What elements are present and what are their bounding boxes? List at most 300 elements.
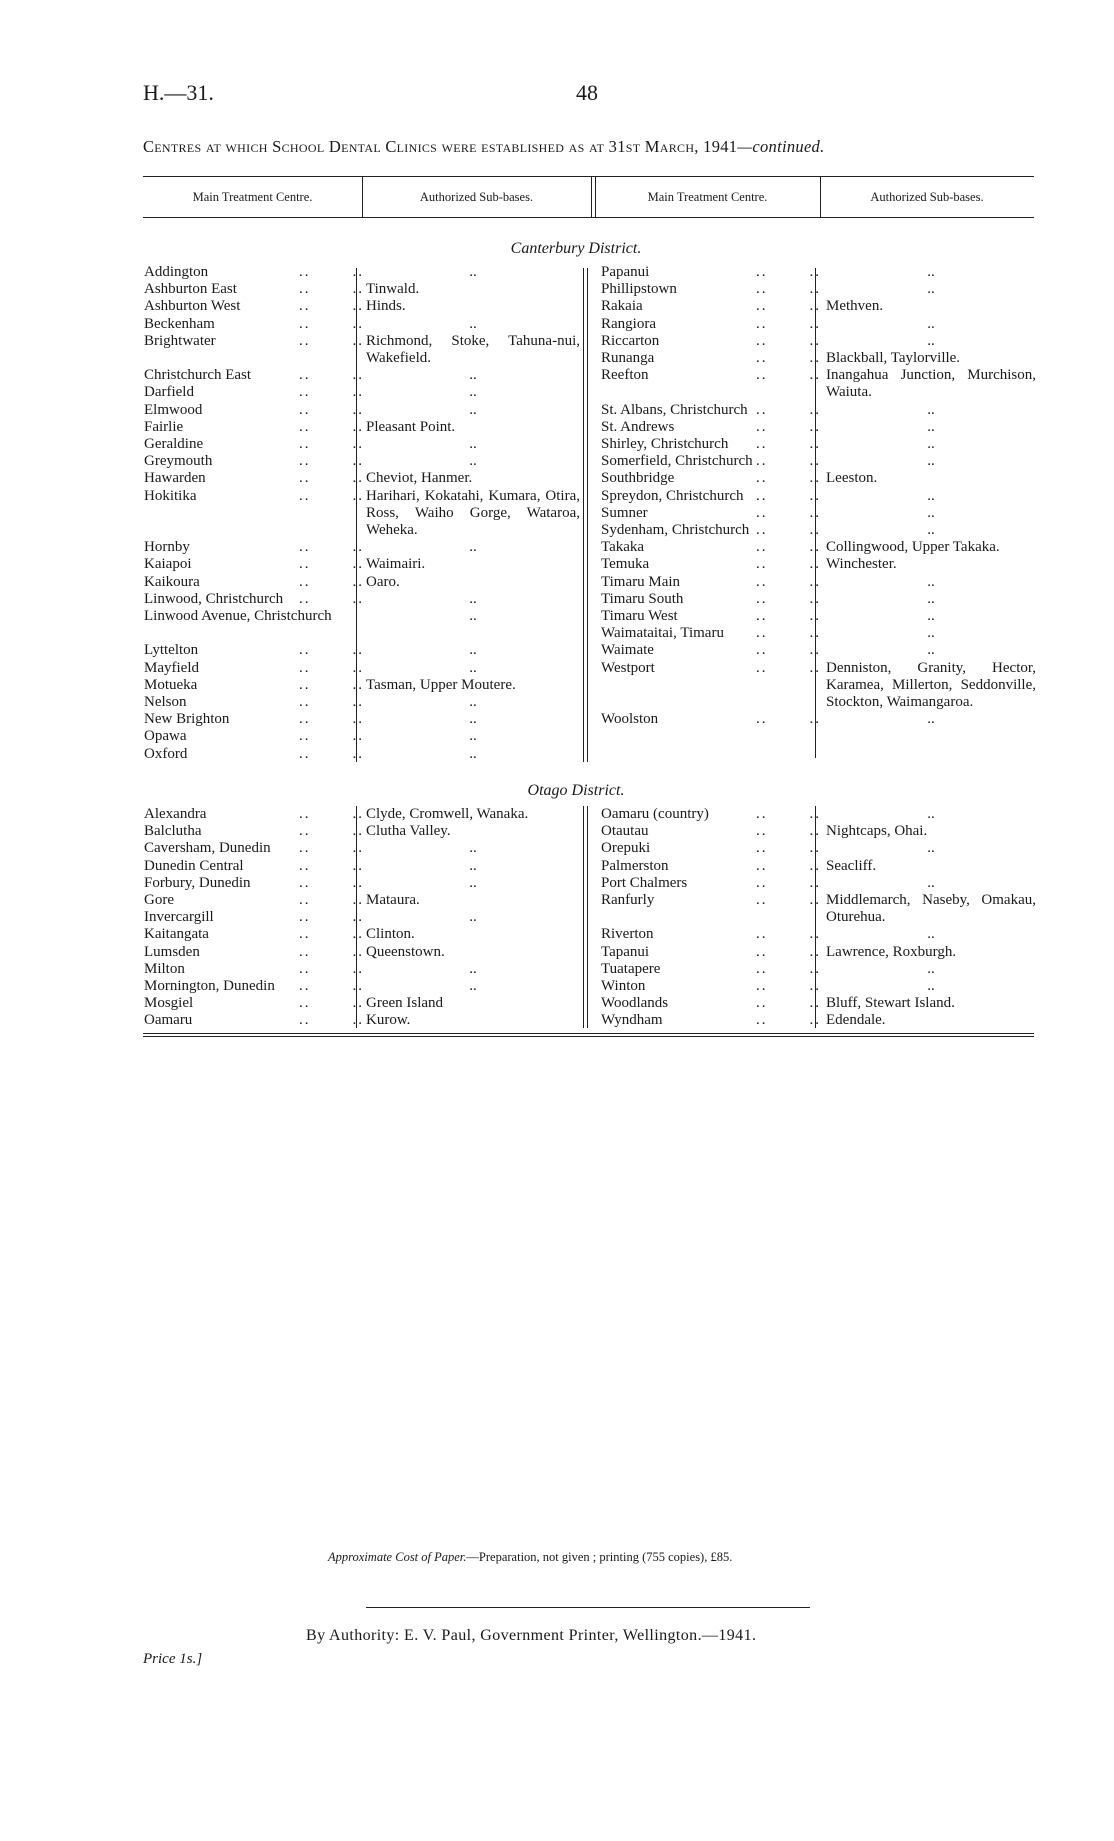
leader-dots: .. .. — [299, 874, 364, 891]
table-row-subbases: Lawrence, Roxburgh. — [826, 943, 957, 960]
page-title — [143, 137, 825, 157]
table-row-subbases: .. — [469, 694, 477, 710]
leader-dots: .. .. — [756, 642, 821, 659]
table-row-centre — [601, 402, 823, 419]
table-row-centre — [601, 961, 823, 978]
table-row-centre — [144, 961, 366, 978]
table-row-centre — [144, 333, 366, 350]
table-row-centre — [144, 608, 354, 642]
table-row-subbases: .. — [469, 978, 477, 994]
table-row-subbases: .. — [927, 315, 935, 332]
table-row-centre — [144, 944, 366, 961]
table-row-subbases: .. — [469, 608, 477, 624]
leader-dots: .. .. — [756, 350, 821, 366]
leader-dots: .. .. — [756, 332, 821, 349]
table-row-subbases: Clinton. — [366, 926, 415, 943]
centre-name: Wyndham — [601, 1012, 663, 1029]
leader-dots: .. .. — [756, 943, 821, 960]
table-row-subbases: Seacliff. — [826, 857, 877, 874]
leader-dots: .. .. — [756, 487, 821, 504]
centre-name: Fairlie — [144, 418, 184, 435]
leader-dots: .. .. — [299, 315, 364, 332]
leader-dots: .. .. — [756, 264, 821, 280]
leader-dots: .. .. — [299, 926, 364, 943]
table-row-centre — [601, 978, 823, 995]
centre-name: Nelson — [144, 694, 187, 710]
table-row-centre — [144, 660, 366, 677]
table-row-subbases: .. — [469, 539, 477, 556]
table-row-subbases: .. — [927, 625, 935, 642]
leader-dots: .. .. — [299, 676, 364, 693]
leader-dots: .. .. — [756, 823, 821, 840]
centre-name: Riverton — [601, 926, 654, 943]
table-row-subbases: .. — [469, 401, 477, 418]
leader-dots: .. .. — [299, 590, 364, 607]
leader-dots: .. .. — [299, 418, 364, 435]
table-row-subbases: Waimairi. — [366, 556, 426, 573]
centre-name: Ashburton East — [144, 281, 237, 298]
centre-name: Spreydon, Christchurch — [601, 487, 744, 504]
table-row-centre — [144, 909, 366, 926]
table-row-centre — [144, 419, 366, 436]
centre-name: Greymouth — [144, 453, 213, 470]
column-header-main-1: Main Treatment Centre. — [192, 190, 313, 204]
table-row-subbases: Clyde, Cromwell, Wanaka. — [366, 806, 529, 822]
table-row-subbases: Pleasant Point. — [366, 418, 456, 435]
table-row-subbases: Middlemarch, Naseby, Omakau, Oturehua. — [826, 892, 1036, 925]
cost-note — [328, 1550, 732, 1565]
table-row-centre — [144, 823, 366, 840]
table-row-centre — [144, 642, 366, 659]
table-row-subbases: .. — [469, 453, 477, 470]
leader-dots: .. .. — [756, 840, 821, 857]
price: Price 1s.] — [143, 1651, 203, 1667]
table-row-subbases: Tasman, Upper Moutere. — [366, 676, 516, 693]
table-row-subbases: .. — [927, 590, 935, 607]
centre-name: Balclutha — [144, 823, 202, 840]
table-row-subbases: Denniston, Granity, Hector, Karamea, Millerton, Seddonville, Stockton, Waimangaroa. — [826, 659, 1036, 710]
leader-dots: .. .. — [299, 711, 364, 728]
table-row-centre — [144, 453, 366, 470]
leader-dots: .. .. — [756, 315, 821, 332]
table-row-subbases: Collingwood, Upper Takaka. — [826, 539, 1000, 556]
centre-name: Reefton — [601, 367, 649, 384]
table-row-centre — [144, 728, 366, 745]
centre-name: Winton — [601, 978, 646, 994]
centre-name: Opawa — [144, 728, 187, 745]
table-row-subbases: .. — [927, 573, 935, 590]
centre-name: Otautau — [601, 823, 649, 840]
table-row-subbases: .. — [469, 659, 477, 676]
centre-name: Caversham, Dunedin — [144, 840, 271, 857]
table-row-centre — [601, 591, 823, 608]
canterbury-divider-2b — [587, 268, 588, 762]
header-divider-2 — [591, 176, 592, 217]
table-row-subbases: .. — [469, 909, 477, 926]
table-row-subbases: .. — [927, 608, 935, 624]
table-row-centre — [601, 823, 823, 840]
table-row-centre — [144, 574, 366, 591]
centre-name: Papanui — [601, 264, 650, 280]
leader-dots: .. .. — [299, 539, 364, 556]
leader-dots: .. .. — [756, 892, 821, 908]
table-row-subbases: .. — [927, 418, 935, 435]
centre-name: Port Chalmers — [601, 874, 688, 891]
table-row-subbases: .. — [927, 926, 935, 943]
centre-name: Timaru South — [601, 590, 684, 607]
leader-dots: .. .. — [756, 418, 821, 435]
leader-dots: .. .. — [756, 857, 821, 874]
table-row-subbases: .. — [927, 504, 935, 521]
leader-dots: .. .. — [756, 453, 821, 470]
centre-name: Geraldine — [144, 436, 204, 452]
table-row-centre — [601, 488, 823, 505]
centre-name: Westport — [601, 659, 655, 676]
centre-name: Gore — [144, 892, 174, 908]
title-main: Centres at which School Dental Clinics were established as at 31st March, 1941 — [143, 137, 738, 156]
table-row-subbases: Methven. — [826, 298, 884, 315]
table-row-centre — [601, 660, 823, 677]
authority-rule — [366, 1607, 810, 1608]
column-header-main-2: Main Treatment Centre. — [647, 190, 768, 204]
title-continued: —continued. — [737, 137, 825, 156]
table-row-subbases: Kurow. — [366, 1012, 411, 1029]
centre-name: Shirley, Christchurch — [601, 436, 729, 452]
table-row-centre — [601, 470, 823, 487]
table-row-centre — [601, 892, 823, 909]
leader-dots: .. .. — [299, 264, 364, 280]
leader-dots: .. .. — [299, 556, 364, 573]
centre-name: Palmerston — [601, 857, 669, 874]
leader-dots: .. .. — [299, 573, 364, 590]
table-row-subbases: .. — [469, 264, 477, 280]
leader-dots: .. .. — [756, 806, 821, 822]
leader-dots: .. .. — [756, 711, 821, 728]
centre-name: Woolston — [601, 711, 659, 728]
centre-name: Timaru Main — [601, 573, 681, 590]
table-row-centre — [601, 453, 823, 470]
leader-dots: .. .. — [299, 909, 364, 926]
table-row-centre — [601, 944, 823, 961]
centre-name: Linwood, Christchurch — [144, 590, 284, 607]
centre-name: Runanga — [601, 350, 655, 366]
table-row-centre — [601, 350, 823, 367]
table-row-subbases: Harihari, Kokatahi, Kumara, Otira, Ross, Waiho Gorge, Wataroa, Weheka. — [366, 487, 580, 538]
table-row-subbases: .. — [927, 806, 935, 822]
table-row-centre — [601, 436, 823, 453]
centre-name: Elmwood — [144, 401, 203, 418]
table-row-subbases: Nightcaps, Ohai. — [826, 823, 928, 840]
table-row-centre — [144, 806, 366, 823]
table-row-subbases: .. — [927, 711, 935, 728]
centre-name: Kaitangata — [144, 926, 209, 943]
table-row-subbases: .. — [927, 487, 935, 504]
table-row-subbases: Inangahua Junction, Murchison, Waiuta. — [826, 367, 1036, 401]
table-row-centre — [601, 333, 823, 350]
table-row-centre — [601, 556, 823, 573]
centre-name: Somerfield, Christchurch — [601, 453, 753, 470]
header-bottom-rule — [143, 217, 1034, 218]
leader-dots: .. .. — [756, 504, 821, 521]
column-header-sub-1: Authorized Sub-bases. — [419, 190, 534, 204]
leader-dots: .. .. — [299, 857, 364, 874]
leader-dots: .. .. — [299, 745, 364, 762]
centre-name: Addington — [144, 264, 209, 280]
table-row-centre — [144, 402, 366, 419]
table-row-subbases: Clutha Valley. — [366, 823, 451, 840]
table-row-centre — [144, 539, 366, 556]
table-bottom-rule-2 — [143, 1036, 1034, 1037]
leader-dots: .. .. — [299, 281, 364, 298]
leader-dots: .. .. — [756, 367, 821, 384]
table-row-centre — [601, 505, 823, 522]
centre-name: Darfield — [144, 384, 194, 401]
centre-name: Rangiora — [601, 315, 656, 332]
table-row-centre — [601, 625, 823, 642]
table-row-subbases: .. — [927, 281, 935, 298]
table-row-subbases: .. — [469, 840, 477, 857]
leader-dots: .. .. — [299, 823, 364, 840]
centre-name: Kaikoura — [144, 573, 200, 590]
leader-dots: .. .. — [756, 995, 821, 1012]
centre-name: Tuatapere — [601, 960, 661, 977]
table-row-centre — [144, 470, 366, 487]
table-row-subbases: .. — [927, 642, 935, 659]
table-row-subbases: .. — [469, 590, 477, 607]
leader-dots: .. .. — [756, 522, 821, 538]
leader-dots: .. .. — [299, 367, 364, 384]
centre-name: Phillipstown — [601, 281, 677, 298]
table-row-centre — [601, 522, 823, 539]
table-row-subbases: .. — [927, 401, 935, 418]
leader-dots: .. .. — [299, 659, 364, 676]
table-row-centre — [601, 642, 823, 659]
column-header-sub-2: Authorized Sub-bases. — [870, 190, 984, 204]
leader-dots: .. .. — [756, 1012, 821, 1029]
leader-dots: .. .. — [756, 625, 821, 642]
table-row-subbases: .. — [927, 960, 935, 977]
leader-dots: .. .. — [756, 401, 821, 418]
leader-dots: .. .. — [756, 539, 821, 556]
leader-dots: .. .. — [756, 874, 821, 891]
leader-dots: .. .. — [299, 453, 364, 470]
table-row-subbases: Winchester. — [826, 556, 897, 573]
centre-name: Invercargill — [144, 909, 214, 926]
table-row-subbases: Bluff, Stewart Island. — [826, 995, 955, 1012]
canterbury-heading: Canterbury District. — [510, 240, 642, 257]
otago-heading: Otago District. — [527, 782, 625, 799]
table-row-centre — [144, 892, 366, 909]
table-row-subbases: Green Island — [366, 995, 444, 1012]
table-row-centre — [144, 298, 366, 315]
centre-name: Tapanui — [601, 943, 650, 960]
leader-dots: .. .. — [756, 590, 821, 607]
table-row-centre — [601, 806, 823, 823]
centre-name: Hawarden — [144, 470, 206, 487]
leader-dots: .. .. — [756, 926, 821, 943]
table-row-subbases: .. — [469, 436, 477, 452]
table-row-centre — [601, 995, 823, 1012]
table-row-subbases: Oaro. — [366, 573, 400, 590]
table-row-centre — [601, 264, 823, 281]
table-row-centre — [144, 1012, 366, 1029]
centre-name: New Brighton — [144, 711, 230, 728]
table-row-subbases: .. — [469, 728, 477, 745]
table-row-subbases: .. — [469, 315, 477, 332]
table-bottom-rule — [143, 1033, 1034, 1034]
leader-dots: .. .. — [756, 470, 821, 487]
centre-name: Mosgiel — [144, 995, 194, 1012]
leader-dots: .. .. — [756, 573, 821, 590]
table-row-centre — [144, 746, 366, 763]
table-row-subbases: Cheviot, Hanmer. — [366, 470, 473, 487]
centre-name: Kaiapoi — [144, 556, 192, 573]
table-row-centre — [601, 608, 823, 625]
leader-dots: .. .. — [299, 470, 364, 487]
table-row-centre — [144, 677, 366, 694]
table-row-centre — [601, 840, 823, 857]
table-row-centre — [144, 978, 366, 995]
table-row-centre — [144, 926, 366, 943]
centre-name: Alexandra — [144, 806, 207, 822]
leader-dots: .. .. — [756, 978, 821, 994]
table-row-subbases: .. — [927, 264, 935, 280]
table-row-subbases: .. — [469, 960, 477, 977]
table-row-centre — [601, 711, 823, 728]
centre-name: Mornington, Dunedin — [144, 978, 275, 994]
centre-name: Ashburton West — [144, 298, 241, 315]
table-row-centre — [144, 995, 366, 1012]
centre-name: Sumner — [601, 504, 648, 521]
leader-dots: .. .. — [299, 642, 364, 659]
centre-name: Waimataitai, Timaru — [601, 625, 724, 642]
centre-name: Southbridge — [601, 470, 675, 487]
table-row-centre — [144, 436, 366, 453]
leader-dots: .. .. — [299, 892, 364, 908]
centre-name: St. Andrews — [601, 418, 675, 435]
canterbury-divider-2 — [583, 268, 584, 762]
leader-dots: .. .. — [299, 436, 364, 452]
centre-name: Sydenham, Christchurch — [601, 522, 750, 538]
table-row-centre — [601, 419, 823, 436]
centre-name: Oamaru (country) — [601, 806, 709, 822]
leader-dots: .. .. — [756, 608, 821, 624]
table-row-subbases: .. — [469, 711, 477, 728]
table-row-subbases: .. — [927, 453, 935, 470]
printer-authority: By Authority: E. V. Paul, Government Printer, Wellington.—1941. — [306, 1627, 757, 1644]
table-row-centre — [144, 556, 366, 573]
centre-name: Forbury, Dunedin — [144, 874, 251, 891]
leader-dots: .. .. — [756, 281, 821, 298]
centre-name: Ranfurly — [601, 892, 655, 908]
centre-name: Rakaia — [601, 298, 643, 315]
leader-dots: .. .. — [299, 1012, 364, 1029]
leader-dots: .. .. — [299, 995, 364, 1012]
centre-name: Oxford — [144, 745, 188, 762]
centre-name: Milton — [144, 960, 185, 977]
table-row-subbases: .. — [469, 384, 477, 401]
leader-dots: .. .. — [299, 694, 364, 710]
table-row-centre — [144, 711, 366, 728]
table-row-centre — [601, 875, 823, 892]
table-row-subbases: .. — [927, 874, 935, 891]
centre-name: Linwood Avenue, Christchurch — [144, 608, 332, 624]
cost-label: Approximate Cost of Paper. — [328, 1550, 467, 1564]
table-top-rule — [143, 176, 1034, 177]
leader-dots: .. .. — [299, 978, 364, 994]
table-row-centre — [601, 539, 823, 556]
table-row-centre — [144, 840, 366, 857]
table-row-centre — [144, 367, 366, 384]
table-row-centre — [601, 316, 823, 333]
table-row-centre — [144, 316, 366, 333]
leader-dots: .. .. — [299, 943, 364, 960]
table-row-subbases: .. — [927, 840, 935, 857]
table-row-subbases: .. — [927, 522, 935, 538]
table-row-centre — [144, 488, 366, 505]
table-row-subbases: .. — [927, 332, 935, 349]
table-row-subbases: Leeston. — [826, 470, 878, 487]
centre-name: Lumsden — [144, 943, 200, 960]
table-row-subbases: Queenstown. — [366, 943, 445, 960]
table-row-centre — [601, 926, 823, 943]
table-row-centre — [144, 694, 366, 711]
centre-name: Takaka — [601, 539, 645, 556]
centre-name: Hornby — [144, 539, 190, 556]
table-row-subbases: Richmond, Stoke, Tahuna-nui, Wakefield. — [366, 332, 580, 366]
table-row-subbases: .. — [469, 367, 477, 384]
centre-name: Motueka — [144, 676, 198, 693]
centre-name: Lyttelton — [144, 642, 199, 659]
centre-name: Temuka — [601, 556, 650, 573]
table-row-centre — [601, 858, 823, 875]
centre-name: Mayfield — [144, 659, 199, 676]
leader-dots: .. .. — [299, 806, 364, 822]
table-row-centre — [144, 858, 366, 875]
leader-dots: .. .. — [299, 840, 364, 857]
table-row-subbases: Tinwald. — [366, 281, 420, 298]
centre-name: Brightwater — [144, 332, 216, 349]
leader-dots: .. .. — [756, 960, 821, 977]
centre-name: Riccarton — [601, 332, 660, 349]
table-row-subbases: .. — [469, 745, 477, 762]
leader-dots: .. .. — [299, 298, 364, 315]
leader-dots: .. .. — [756, 298, 821, 315]
leader-dots: .. .. — [299, 384, 364, 401]
table-row-subbases: Mataura. — [366, 892, 420, 908]
table-row-centre — [601, 1012, 823, 1029]
centre-name: Hokitika — [144, 487, 197, 504]
table-row-centre — [144, 264, 366, 281]
cost-text: —Preparation, not given ; printing (755 copies), £85. — [466, 1550, 733, 1564]
page-reference: H.—31. — [143, 80, 214, 105]
leader-dots: .. .. — [756, 436, 821, 452]
centre-name: Oamaru — [144, 1012, 193, 1029]
leader-dots: .. .. — [756, 659, 821, 676]
centre-name: Timaru West — [601, 608, 678, 624]
table-row-subbases: .. — [927, 978, 935, 994]
table-row-subbases: .. — [469, 642, 477, 659]
leader-dots: .. .. — [299, 960, 364, 977]
table-row-centre — [144, 281, 366, 298]
centre-name: Orepuki — [601, 840, 651, 857]
table-row-centre — [601, 367, 823, 384]
table-row-centre — [601, 281, 823, 298]
table-row-centre — [144, 384, 366, 401]
leader-dots: .. .. — [299, 487, 364, 504]
centre-name: Woodlands — [601, 995, 669, 1012]
page-number: 48 — [576, 80, 598, 105]
